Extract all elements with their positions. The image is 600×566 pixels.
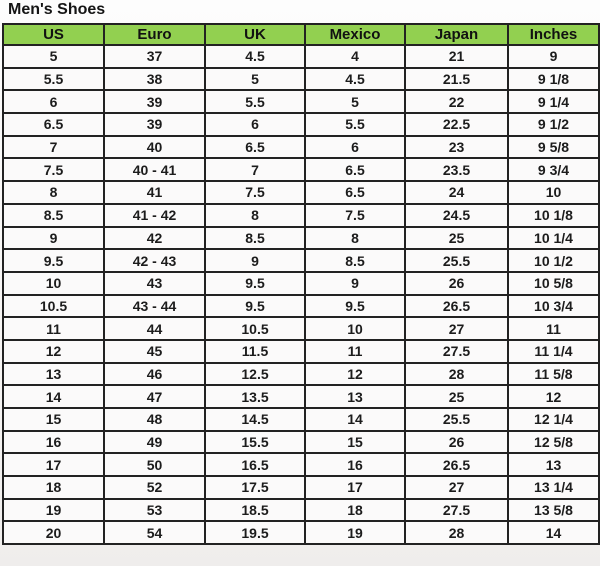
table-cell: 14 (3, 385, 104, 408)
table-cell: 10.5 (3, 295, 104, 318)
table-cell: 23 (405, 136, 508, 159)
table-cell: 53 (104, 499, 205, 522)
table-cell: 10 5/8 (508, 272, 599, 295)
table-cell: 10 (3, 272, 104, 295)
table-cell: 9 3/4 (508, 158, 599, 181)
table-cell: 13 (508, 453, 599, 476)
table-row (3, 521, 599, 544)
table-cell: 14.5 (205, 408, 305, 431)
table-cell: 4.5 (205, 45, 305, 68)
table-cell: 10.5 (205, 317, 305, 340)
table-cell: 9.5 (3, 249, 104, 272)
table-cell: 6.5 (305, 181, 405, 204)
table-cell: 23.5 (405, 158, 508, 181)
table-cell: 26.5 (405, 295, 508, 318)
table-cell: 24 (405, 181, 508, 204)
table-cell: 13 (305, 385, 405, 408)
table-cell: 41 - 42 (104, 204, 205, 227)
column-header-mexico: Mexico (305, 24, 405, 45)
table-cell: 28 (405, 521, 508, 544)
table-cell: 7 (3, 136, 104, 159)
table-cell: 12 (305, 363, 405, 386)
table-row (3, 340, 599, 363)
table-cell: 6 (205, 113, 305, 136)
table-cell: 45 (104, 340, 205, 363)
table-row (3, 317, 599, 340)
table-cell: 5.5 (205, 90, 305, 113)
table-cell: 39 (104, 113, 205, 136)
table-row (3, 499, 599, 522)
table-row (3, 363, 599, 386)
table-cell: 13 5/8 (508, 499, 599, 522)
table-cell: 15 (3, 408, 104, 431)
table-cell: 39 (104, 90, 205, 113)
table-cell: 10 1/4 (508, 227, 599, 250)
table-cell: 10 3/4 (508, 295, 599, 318)
table-cell: 6.5 (305, 158, 405, 181)
table-cell: 18 (305, 499, 405, 522)
table-cell: 9 (305, 272, 405, 295)
table-cell: 26 (405, 272, 508, 295)
table-cell: 9 5/8 (508, 136, 599, 159)
table-cell: 10 (305, 317, 405, 340)
table-cell: 10 1/2 (508, 249, 599, 272)
table-cell: 9.5 (205, 272, 305, 295)
page-title: Men's Shoes (8, 1, 106, 18)
table-cell: 13 (3, 363, 104, 386)
table-cell: 44 (104, 317, 205, 340)
table-cell: 5 (3, 45, 104, 68)
table-cell: 8.5 (3, 204, 104, 227)
table-cell: 49 (104, 431, 205, 454)
table-cell: 6.5 (3, 113, 104, 136)
table-cell: 8 (205, 204, 305, 227)
table-cell: 11 1/4 (508, 340, 599, 363)
table-cell: 27 (405, 317, 508, 340)
table-cell: 25 (405, 385, 508, 408)
table-cell: 19 (3, 499, 104, 522)
table-cell: 24.5 (405, 204, 508, 227)
table-cell: 17 (305, 476, 405, 499)
table-cell: 40 - 41 (104, 158, 205, 181)
table-cell: 41 (104, 181, 205, 204)
table-cell: 10 1/8 (508, 204, 599, 227)
table-row (3, 295, 599, 318)
column-header-euro: Euro (104, 24, 205, 45)
table-cell: 7.5 (205, 181, 305, 204)
table-row (3, 385, 599, 408)
table-header-row (3, 24, 599, 45)
column-header-japan: Japan (405, 24, 508, 45)
table-cell: 27.5 (405, 499, 508, 522)
table-cell: 11 (3, 317, 104, 340)
table-cell: 12 1/4 (508, 408, 599, 431)
table-row (3, 158, 599, 181)
table-cell: 26.5 (405, 453, 508, 476)
table-cell: 9 1/4 (508, 90, 599, 113)
table-cell: 8.5 (205, 227, 305, 250)
table-cell: 52 (104, 476, 205, 499)
table-cell: 28 (405, 363, 508, 386)
table-cell: 5.5 (305, 113, 405, 136)
table-row (3, 431, 599, 454)
table-row (3, 453, 599, 476)
table-cell: 21.5 (405, 68, 508, 91)
table-row (3, 476, 599, 499)
table-cell: 14 (508, 521, 599, 544)
table-cell: 12.5 (205, 363, 305, 386)
table-cell: 43 - 44 (104, 295, 205, 318)
table-row (3, 272, 599, 295)
table-cell: 54 (104, 521, 205, 544)
table-cell: 6.5 (205, 136, 305, 159)
table-row (3, 181, 599, 204)
table-cell: 21 (405, 45, 508, 68)
table-cell: 4.5 (305, 68, 405, 91)
table-cell: 7 (205, 158, 305, 181)
table-cell: 25.5 (405, 249, 508, 272)
table-cell: 9 1/2 (508, 113, 599, 136)
table-cell: 27 (405, 476, 508, 499)
table-cell: 13.5 (205, 385, 305, 408)
table-cell: 7.5 (305, 204, 405, 227)
table-cell: 16.5 (205, 453, 305, 476)
table-cell: 48 (104, 408, 205, 431)
table-cell: 19 (305, 521, 405, 544)
table-row (3, 227, 599, 250)
table-cell: 4 (305, 45, 405, 68)
table-cell: 19.5 (205, 521, 305, 544)
table-cell: 9 (508, 45, 599, 68)
table-cell: 16 (305, 453, 405, 476)
table-cell: 17.5 (205, 476, 305, 499)
table-cell: 22.5 (405, 113, 508, 136)
table-cell: 43 (104, 272, 205, 295)
table-cell: 17 (3, 453, 104, 476)
table-cell: 15 (305, 431, 405, 454)
table-cell: 25.5 (405, 408, 508, 431)
table-cell: 9 (3, 227, 104, 250)
column-header-uk: UK (205, 24, 305, 45)
table-cell: 5 (305, 90, 405, 113)
table-row (3, 136, 599, 159)
table-cell: 9.5 (305, 295, 405, 318)
table-cell: 8.5 (305, 249, 405, 272)
table-cell: 10 (508, 181, 599, 204)
table-cell: 42 (104, 227, 205, 250)
table-cell: 11 (508, 317, 599, 340)
table-cell: 18 (3, 476, 104, 499)
table-cell: 15.5 (205, 431, 305, 454)
table-cell: 12 (3, 340, 104, 363)
table-cell: 47 (104, 385, 205, 408)
table-cell: 14 (305, 408, 405, 431)
table-cell: 11 5/8 (508, 363, 599, 386)
table-cell: 18.5 (205, 499, 305, 522)
table-row (3, 45, 599, 68)
column-header-inches: Inches (508, 24, 599, 45)
table-cell: 25 (405, 227, 508, 250)
table-cell: 11.5 (205, 340, 305, 363)
table-cell: 27.5 (405, 340, 508, 363)
table-cell: 9 (205, 249, 305, 272)
table-cell: 42 - 43 (104, 249, 205, 272)
table-cell: 22 (405, 90, 508, 113)
table-cell: 11 (305, 340, 405, 363)
table-cell: 6 (305, 136, 405, 159)
table-cell: 16 (3, 431, 104, 454)
table-row (3, 113, 599, 136)
table-cell: 50 (104, 453, 205, 476)
table-row (3, 204, 599, 227)
table-row (3, 408, 599, 431)
table-cell: 5 (205, 68, 305, 91)
table-cell: 37 (104, 45, 205, 68)
table-cell: 9 1/8 (508, 68, 599, 91)
table-cell: 8 (3, 181, 104, 204)
table-cell: 8 (305, 227, 405, 250)
table-row (3, 90, 599, 113)
table-row (3, 68, 599, 91)
table-cell: 38 (104, 68, 205, 91)
column-header-us: US (3, 24, 104, 45)
table-cell: 7.5 (3, 158, 104, 181)
table-cell: 20 (3, 521, 104, 544)
table-cell: 12 5/8 (508, 431, 599, 454)
table-cell: 9.5 (205, 295, 305, 318)
table-cell: 40 (104, 136, 205, 159)
table-cell: 13 1/4 (508, 476, 599, 499)
table-cell: 26 (405, 431, 508, 454)
table-row (3, 249, 599, 272)
table-cell: 6 (3, 90, 104, 113)
shoe-size-conversion-table (2, 23, 600, 545)
size-table-body (3, 45, 599, 544)
table-cell: 46 (104, 363, 205, 386)
table-cell: 12 (508, 385, 599, 408)
table-cell: 5.5 (3, 68, 104, 91)
